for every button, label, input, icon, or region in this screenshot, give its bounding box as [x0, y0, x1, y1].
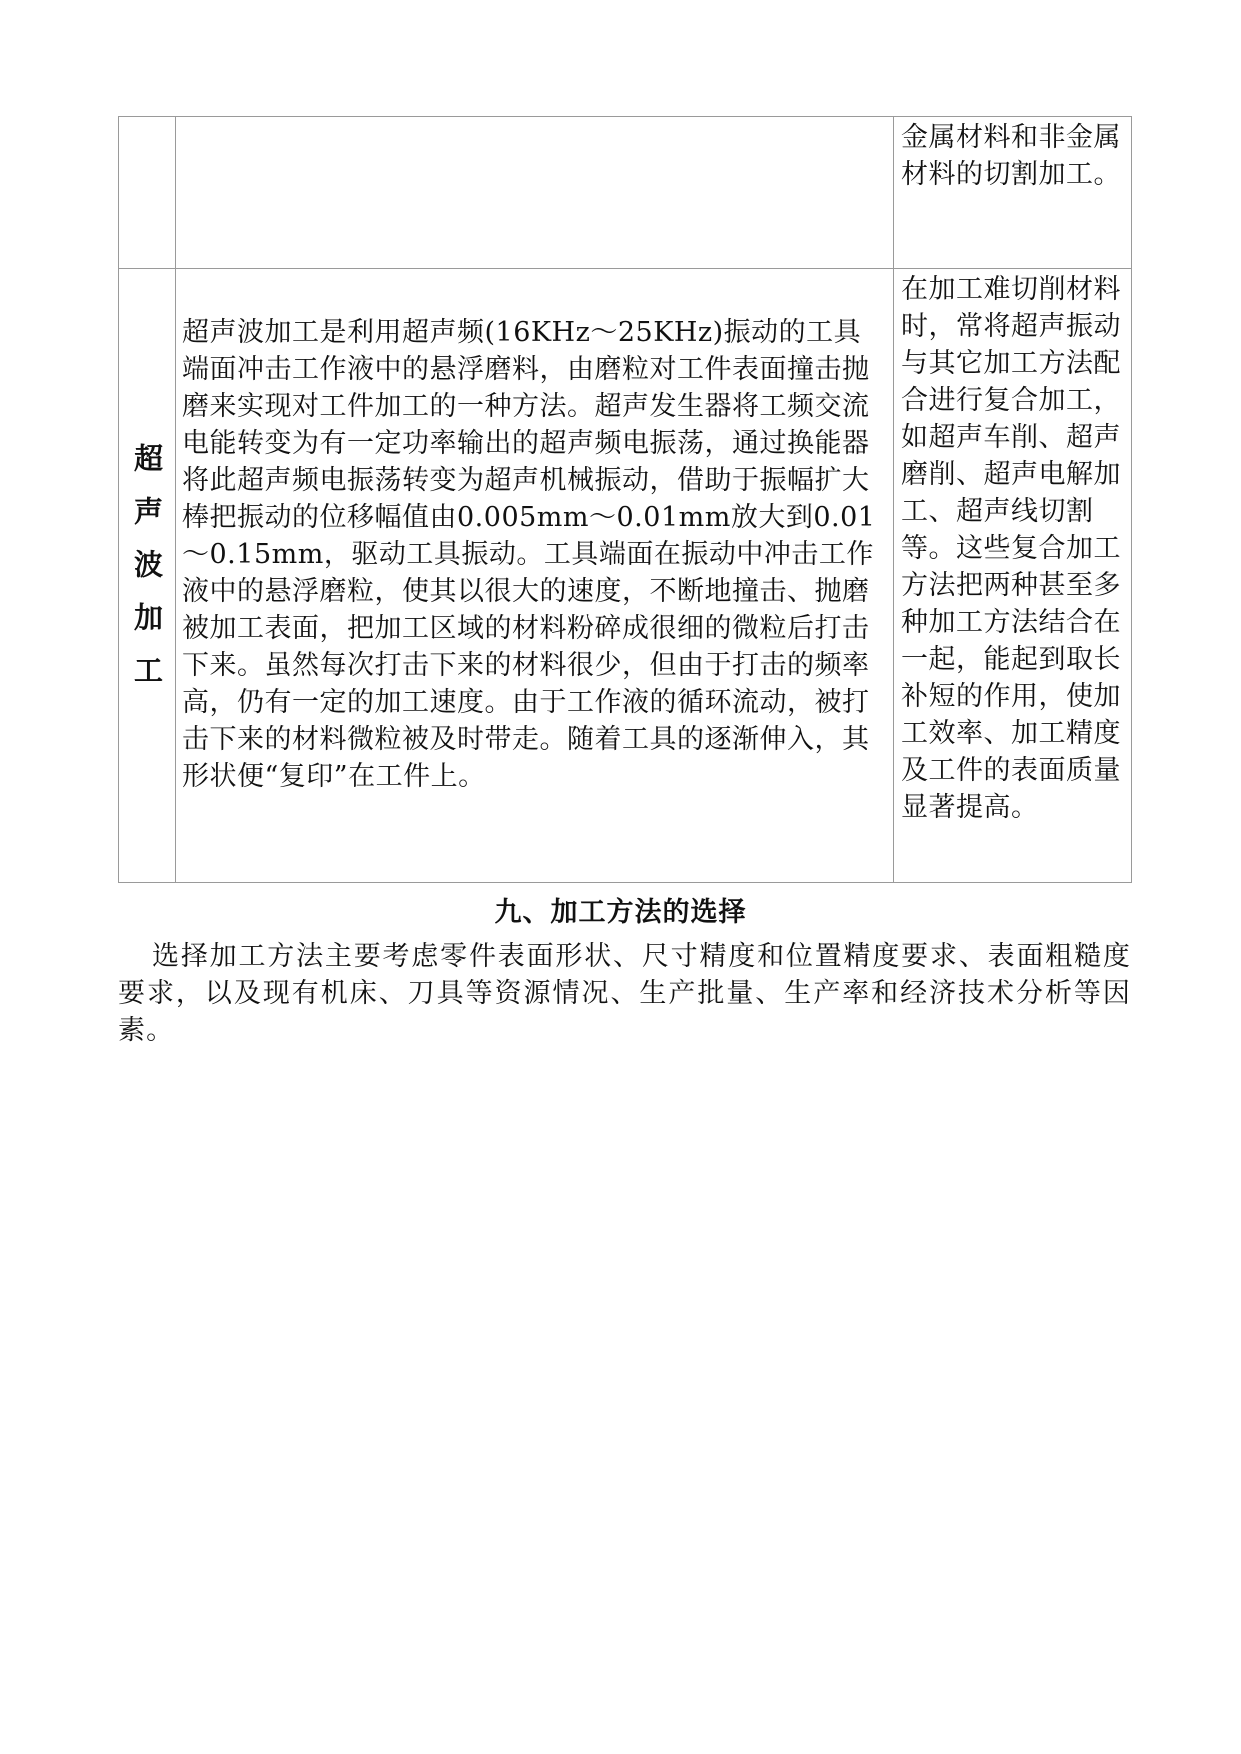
processing-methods-table — [118, 116, 1132, 883]
label-cell — [119, 117, 176, 269]
method-name-label: 超声波加工 — [130, 443, 164, 708]
description-cell — [176, 269, 894, 883]
application-cell — [894, 117, 1132, 269]
table-row — [119, 117, 1132, 269]
method-description: 超声波加工是利用超声频(16KHz～25KHz)振动的工具端面冲击工作液中的悬浮磨料，由磨粒对工件表面撞击抛磨来实现对工件加工的一种方法。超声发生器将工频交流电能转变为有一定功率输出的超声频电振荡，通过换能器将此超声频电振荡转变为超声机械振动，借助于振幅扩大棒把振动的位移幅值由0.005mm～0.01mm放大到0.01～0.15mm，驱动工具振动。工具端面在振动中冲击工作液中的悬浮磨粒，使其以很大的速度，不断地撞击、抛磨被加工表面，把加工区域的材料粉碎成很细的微粒后打击下来。虽然每次打击下来的材料很少，但由于打击的频率高，仍有一定的加工速度。由于工作液的循环流动，被打击下来的材料微粒被及时带走。随着工具的逐渐伸入，其形状便“复印”在工件上。 — [182, 317, 876, 792]
section-heading: 九、加工方法的选择 — [494, 897, 747, 928]
description-cell — [176, 117, 894, 269]
application-cell — [894, 269, 1132, 883]
application-text: 金属材料和非金属材料的切割加工。 — [901, 122, 1121, 190]
application-text: 在加工难切削材料时，常将超声振动与其它加工方法配合进行复合加工，如超声车削、超声磨削、超声电解加工、超声线切割等。这些复合加工方法把两种甚至多种加工方法结合在一起，能起到取长补短的作用，使加工效率、加工精度及工件的表面质量显著提高。 — [901, 274, 1121, 823]
body-paragraph: 选择加工方法主要考虑零件表面形状、尺寸精度和位置精度要求、表面粗糙度要求，以及现有机床、刀具等资源情况、生产批量、生产率和经济技术分析等因素。 — [118, 941, 1131, 1046]
label-cell — [119, 269, 176, 883]
table-row — [119, 269, 1132, 883]
